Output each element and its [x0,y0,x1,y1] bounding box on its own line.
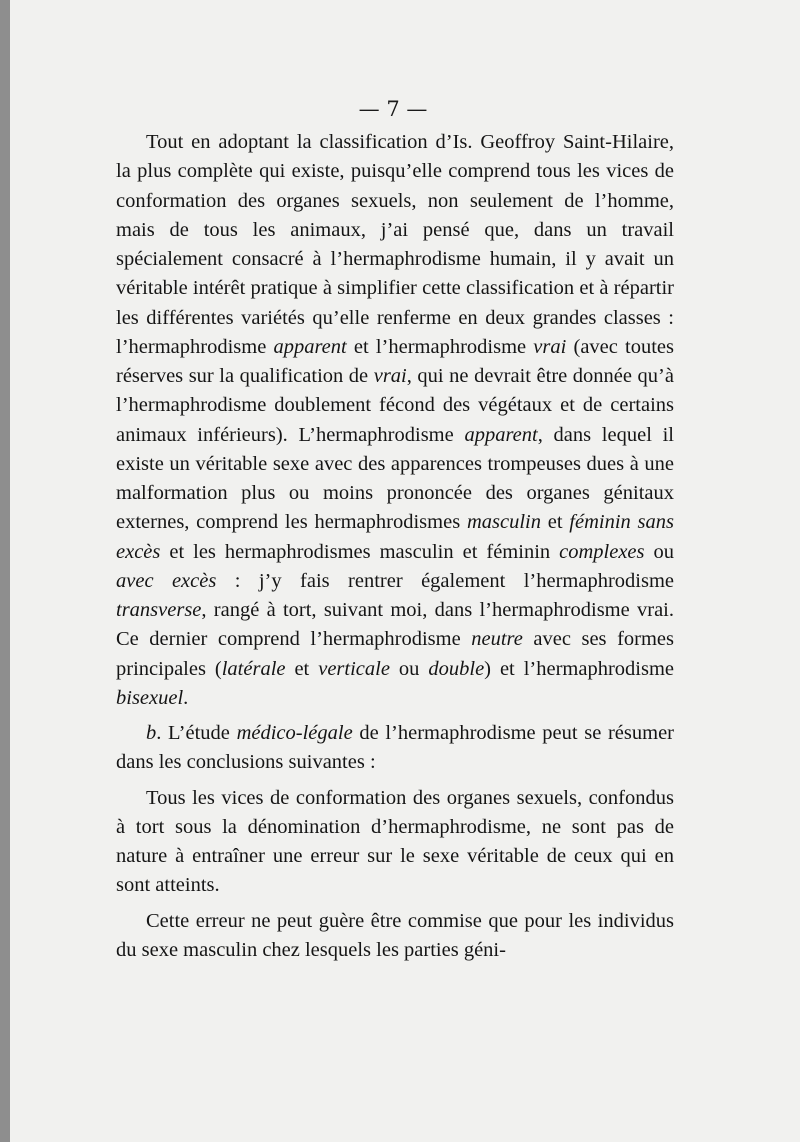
italic-text: latérale [221,657,286,680]
text-run: Tout en adoptant la classification d’Is. Geoffroy Saint-Hilaire, la plus complète qui existe, puisqu’elle comprend tous les vices de conformation des organes sexuels, non seulement de l’homme, mais de tous les animaux, j’ai pensé que, dans un travail spécialement consacré à l’hermaphrodisme humain, il y avait un véritable intérêt pratique à simplifier cette classification et à répartir les différentes variétés qu’elle renferme en deux grandes classes : l’hermaphrodisme [116,131,674,358]
text-run: . [183,686,189,709]
italic-text: neutre [471,628,523,651]
paragraph [116,719,674,778]
document-page [10,0,800,1142]
italic-text: verticale [318,657,390,680]
italic-text: bisexuel [116,686,184,709]
italic-text: double [428,657,485,680]
text-run: Tous les vices de conformation des organes sexuels, confondus à tort sous la dénomination d’hermaphrodisme, ne sont pas de nature à entraîner une erreur sur le sexe véritable de ceux qui en sont atteints. [116,786,674,897]
text-run: et l’hermaphrodisme [346,335,534,358]
page-number: — 7 — [358,97,428,121]
text-run: et les hermaphrodismes masculin et féminin [160,540,560,563]
body-text [116,128,674,965]
paragraph [116,128,674,713]
italic-text: vrai [373,365,407,387]
text-run: et [540,511,570,534]
paragraph [116,907,674,966]
text-run: , rangé à tort, suivant moi, dans l’hermaphrodisme vrai. Ce dernier comprend l’hermaphrodisme [116,599,674,651]
text-run: ) et l’hermaphrodisme [484,657,675,680]
italic-text: masculin [466,511,541,534]
italic-text: apparent [273,335,347,358]
italic-text: médico-légale [236,722,353,744]
text-run: : j’y fais rentrer également l’hermaphrodisme [216,569,675,592]
text-run: Cette erreur ne peut guère être commise que pour les individus du sexe masculin chez lesquels les parties géni- [116,909,674,961]
text-run: de l’hermaphrodisme peut se résumer dans les conclusions suivantes : [116,722,674,774]
italic-text: b [146,722,157,744]
italic-text: transverse [116,599,202,621]
paragraph [116,784,674,901]
text-run: (avec toutes réserves sur la qualification de [116,335,674,387]
italic-text: apparent [464,423,538,446]
text-run: ou [644,540,674,563]
text-run: , qui ne devrait être donnée qu’à l’hermaphrodisme doublement fécond des végétaux et de certains animaux inférieurs). L’hermaphrodisme [116,365,674,446]
text-run: avec ses formes principales ( [116,628,674,680]
text-run: ou [389,657,429,680]
italic-text: complexes [559,540,645,563]
text-run: . L’étude [156,722,237,744]
italic-text: vrai [533,335,567,358]
text-run: et [285,657,319,680]
italic-text: féminin sans excès [116,511,675,563]
text-run: , dans lequel il existe un véritable sexe avec des apparences trompeuses dues à une malformation plus ou moins prononcée des organes génitaux externes, comprend les hermaphrodismes [116,423,674,534]
italic-text: avec excès [116,569,217,592]
